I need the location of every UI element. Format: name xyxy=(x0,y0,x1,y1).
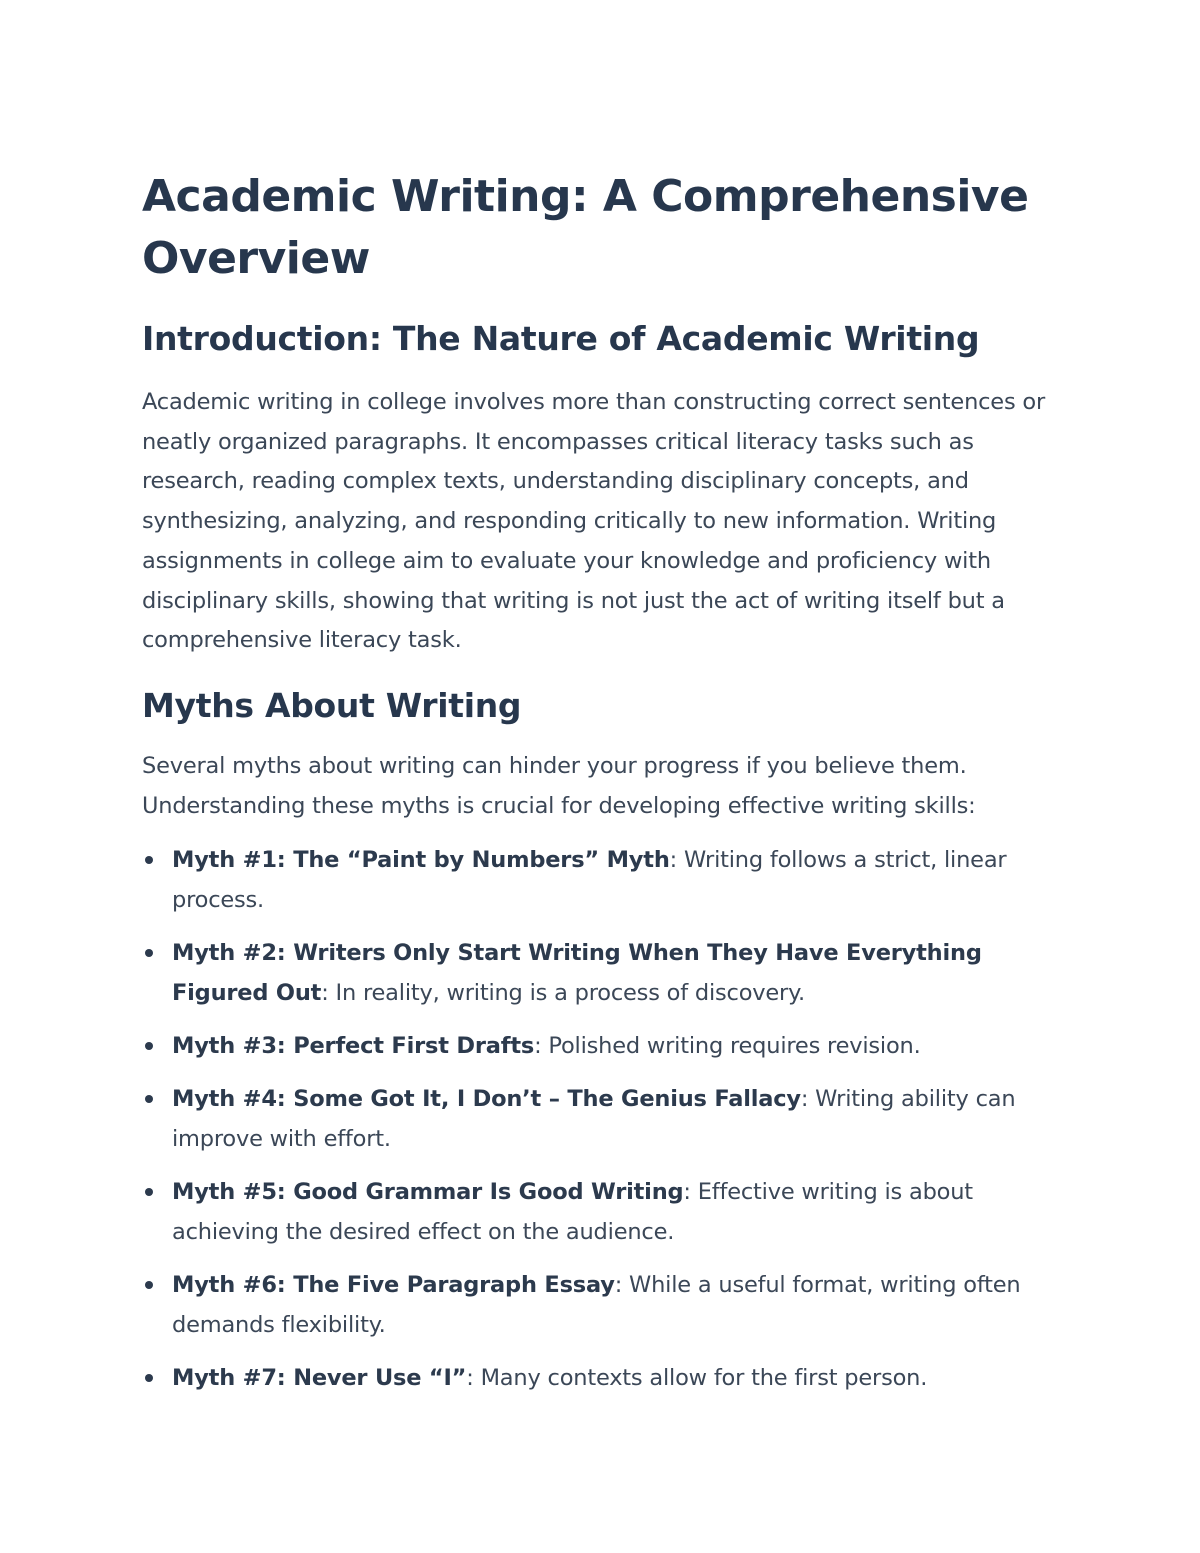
myth-description: : While a useful format, writing often demands flexibility. xyxy=(172,1272,1021,1338)
list-item xyxy=(142,1080,1062,1159)
myth-description: : Effective writing is about achieving the desired effect on the audience. xyxy=(172,1179,973,1245)
bullet-icon xyxy=(145,1042,153,1050)
section-heading-introduction: Introduction: The Nature of Academic Writing xyxy=(142,319,980,358)
myth-term: Myth #7: Never Use “I” xyxy=(172,1365,467,1392)
document-title: Academic Writing: A Comprehensive Overview xyxy=(142,171,1029,284)
list-item xyxy=(142,841,1062,920)
bullet-icon xyxy=(145,1374,153,1382)
introduction-paragraph: Academic writing in college involves more than constructing correct sentences or neatly organized paragraphs. It encompasses critical literacy tasks such as research, reading complex texts, understanding disciplinary concepts, and synthesizing, analyzing, and responding critically to new information. Writing assignments in college aim to evaluate your knowledge and proficiency with disciplinary skills, showing that writing is not just the act of writing itself but a comprehensive literacy task. xyxy=(142,389,1046,654)
myth-term: Myth #1: The “Paint by Numbers” Myth xyxy=(172,847,670,874)
document-page xyxy=(142,166,1062,1412)
list-item xyxy=(142,934,1062,1013)
myth-term: Myth #2: Writers Only Start Writing When They Have Everything Figured Out xyxy=(172,940,982,1006)
list-item xyxy=(142,1173,1062,1252)
myth-description: : Writing follows a strict, linear process. xyxy=(172,847,1007,914)
list-item xyxy=(142,1359,1062,1399)
myth-description: : In reality, writing is a process of discovery. xyxy=(321,979,805,1006)
myths-intro-paragraph: Several myths about writing can hinder your progress if you believe them. Understanding these myths is crucial for developing effective writing skills: xyxy=(142,752,976,819)
list-item xyxy=(142,1027,1062,1067)
myth-term: Myth #4: Some Got It, I Don’t – The Genius Fallacy xyxy=(172,1086,801,1113)
myths-list xyxy=(142,841,1062,1398)
bullet-icon xyxy=(145,1188,153,1196)
myth-term: Myth #3: Perfect First Drafts xyxy=(172,1033,535,1060)
myth-description: : Writing ability can improve with effort. xyxy=(172,1086,1016,1153)
bullet-icon xyxy=(145,1095,153,1103)
section-heading-myths: Myths About Writing xyxy=(142,685,522,725)
list-item xyxy=(142,1266,1062,1345)
bullet-icon xyxy=(145,1281,153,1289)
myth-term: Myth #5: Good Grammar Is Good Writing xyxy=(172,1179,684,1206)
myth-description: : Polished writing requires revision. xyxy=(534,1033,921,1060)
myth-description: : Many contexts allow for the first person. xyxy=(466,1365,928,1392)
myth-term: Myth #6: The Five Paragraph Essay xyxy=(172,1272,615,1299)
bullet-icon xyxy=(145,949,153,957)
bullet-icon xyxy=(145,856,153,864)
